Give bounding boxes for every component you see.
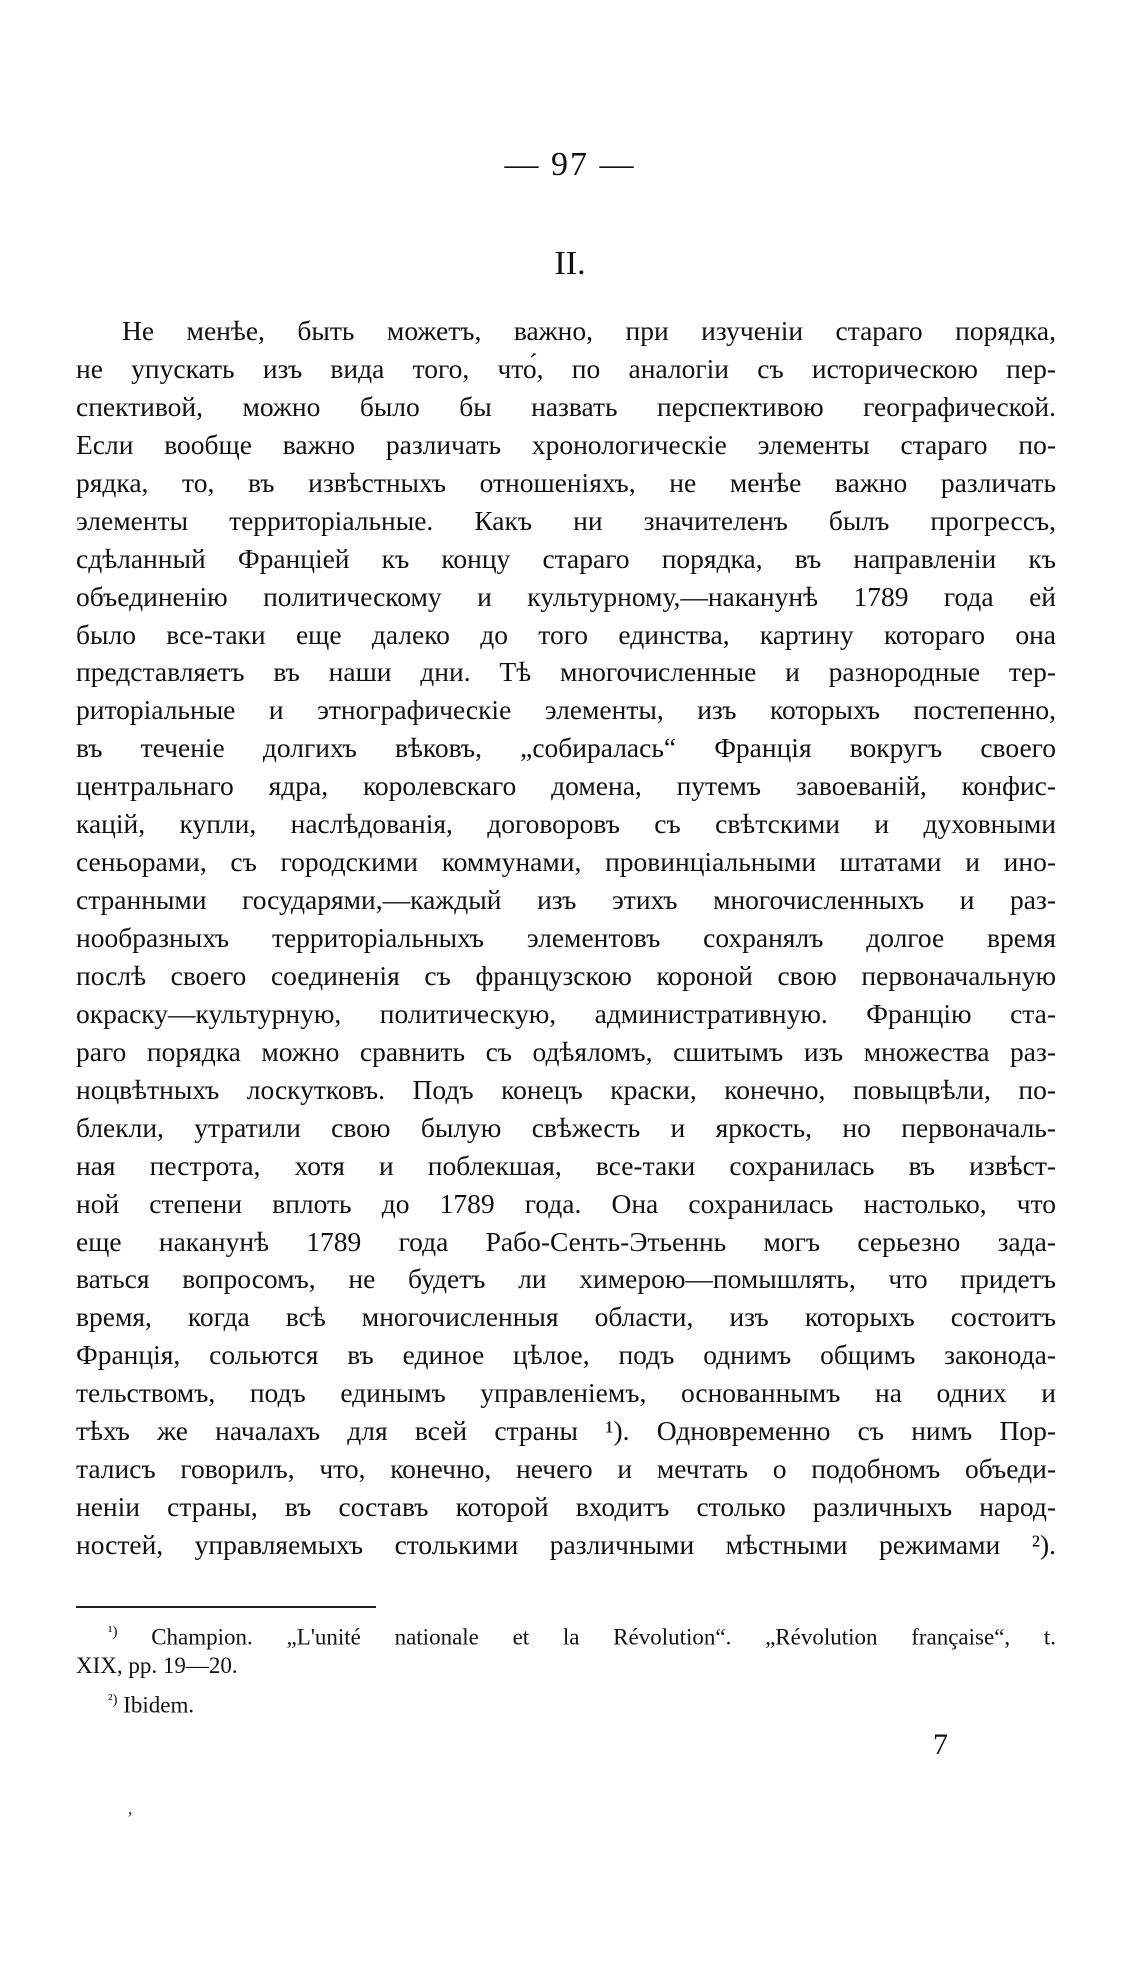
footnote-2 — [76, 1683, 1056, 1717]
text-line: еще наканунѣ 1789 года Рабо-Сенть-Этьеннь могъ серьезно зада- — [76, 1225, 1056, 1257]
signature-mark: 7 — [933, 1728, 948, 1761]
footnotes — [76, 1615, 1056, 1717]
text-line: Если вообще важно различать хронологическіе элементы стараго по- — [76, 428, 1056, 460]
text-line: тѣхъ же началахъ для всей страны ¹). Одновременно съ нимъ Пор- — [76, 1415, 1056, 1447]
text-line: было все-таки еще далеко до того единства, картину котораго она — [76, 618, 1056, 650]
text-line: ностей, управляемыхъ столькими различными мѣстными режимами ²). — [76, 1529, 1056, 1560]
text-line: окраску—культурную, политическую, административную. Францію ста- — [76, 997, 1056, 1029]
text-line: Франція, сольются въ единое цѣлое, подъ однимъ общимъ законода- — [76, 1339, 1056, 1371]
text-line: ваться вопросомъ, не будетъ ли химерою—помышлять, что придетъ — [76, 1263, 1056, 1295]
text-line: ноцвѣтныхъ лоскутковъ. Подъ конецъ краски, конечно, повыцвѣли, по- — [76, 1073, 1056, 1105]
text-line: Не менѣе, быть можетъ, важно, при изученіи стараго порядка, — [122, 315, 1056, 346]
text-line: блекли, утратили свою былую свѣжесть и яркость, но первоначаль- — [76, 1111, 1056, 1143]
text-line: ной степени вплоть до 1789 года. Она сохранилась настолько, что — [76, 1187, 1056, 1219]
footnote-2-text: Ibidem. — [123, 1692, 195, 1718]
text-line: ная пестрота, хотя и поблекшая, все-таки сохранилась въ извѣст- — [76, 1149, 1056, 1181]
text-line: неніи страны, въ составъ которой входитъ столько различныхъ народ- — [76, 1491, 1056, 1523]
page-number: — 97 — — [504, 146, 636, 183]
text-line: спективой, можно было бы назвать перспективою географической. — [76, 390, 1056, 422]
text-line: центральнаго ядра, королевскаго домена, путемъ завоеваній, конфис- — [76, 770, 1056, 802]
text-line: талисъ говорилъ, что, конечно, нечего и мечтать о подобномъ объеди- — [76, 1453, 1056, 1485]
text-line: странными государями,—каждый изъ этихъ многочисленныхъ и раз- — [76, 884, 1056, 916]
footnote-1-marker: ¹) — [108, 1624, 118, 1640]
footnote-rule — [76, 1606, 376, 1608]
footnote-1 — [76, 1615, 1056, 1649]
section-heading: II. — [554, 245, 586, 282]
text-line: рядка, то, въ извѣстныхъ отношеніяхъ, не менѣе важно различать — [76, 466, 1056, 498]
text-line: кацій, купли, наслѣдованія, договоровъ съ свѣтскими и духовными — [76, 808, 1056, 840]
footnote-2-marker: ²) — [108, 1692, 118, 1708]
text-line: время, когда всѣ многочисленныя области, изъ которыхъ состоитъ — [76, 1301, 1056, 1333]
text-line: въ теченіе долгихъ вѣковъ, „собиралась“ Франція вокругъ своего — [76, 732, 1056, 764]
text-line: сеньорами, съ городскими коммунами, провинціальными штатами и ино- — [76, 846, 1056, 878]
text-line: не упускать изъ вида того, что́, по аналогіи съ историческою пер- — [76, 352, 1056, 384]
footnote-1-text: Champion. „L'unité nationale et la Révolution“. „Révolution française“, t. — [151, 1624, 1056, 1650]
text-line: элементы территоріальные. Какъ ни значителенъ былъ прогрессъ, — [76, 504, 1056, 536]
text-line: сдѣланный Франціей къ концу стараго порядка, въ направленіи къ — [76, 542, 1056, 574]
text-line: представляетъ въ наши дни. Тѣ многочисленные и разнородные тер- — [76, 656, 1056, 688]
footnote-1-continuation: XIX, pp. 19—20. — [76, 1653, 238, 1678]
text-line: нообразныхъ территоріальныхъ элементовъ сохранялъ долгое время — [76, 922, 1056, 953]
text-line: риторіальные и этнографическіе элементы, изъ которыхъ постепенно, — [76, 694, 1056, 726]
text-line: раго порядка можно сравнить съ одѣяломъ, сшитымъ изъ множества раз- — [76, 1035, 1056, 1067]
body-text — [76, 312, 1056, 1564]
text-line: послѣ своего соединенія съ французскою короной свою первоначальную — [76, 959, 1056, 991]
stray-mark: ʼ — [127, 1808, 133, 1828]
text-line: тельствомъ, подъ единымъ управленіемъ, основаннымъ на одних и — [76, 1377, 1056, 1409]
text-line: объединенію политическому и культурному,—наканунѣ 1789 года ей — [76, 580, 1056, 612]
